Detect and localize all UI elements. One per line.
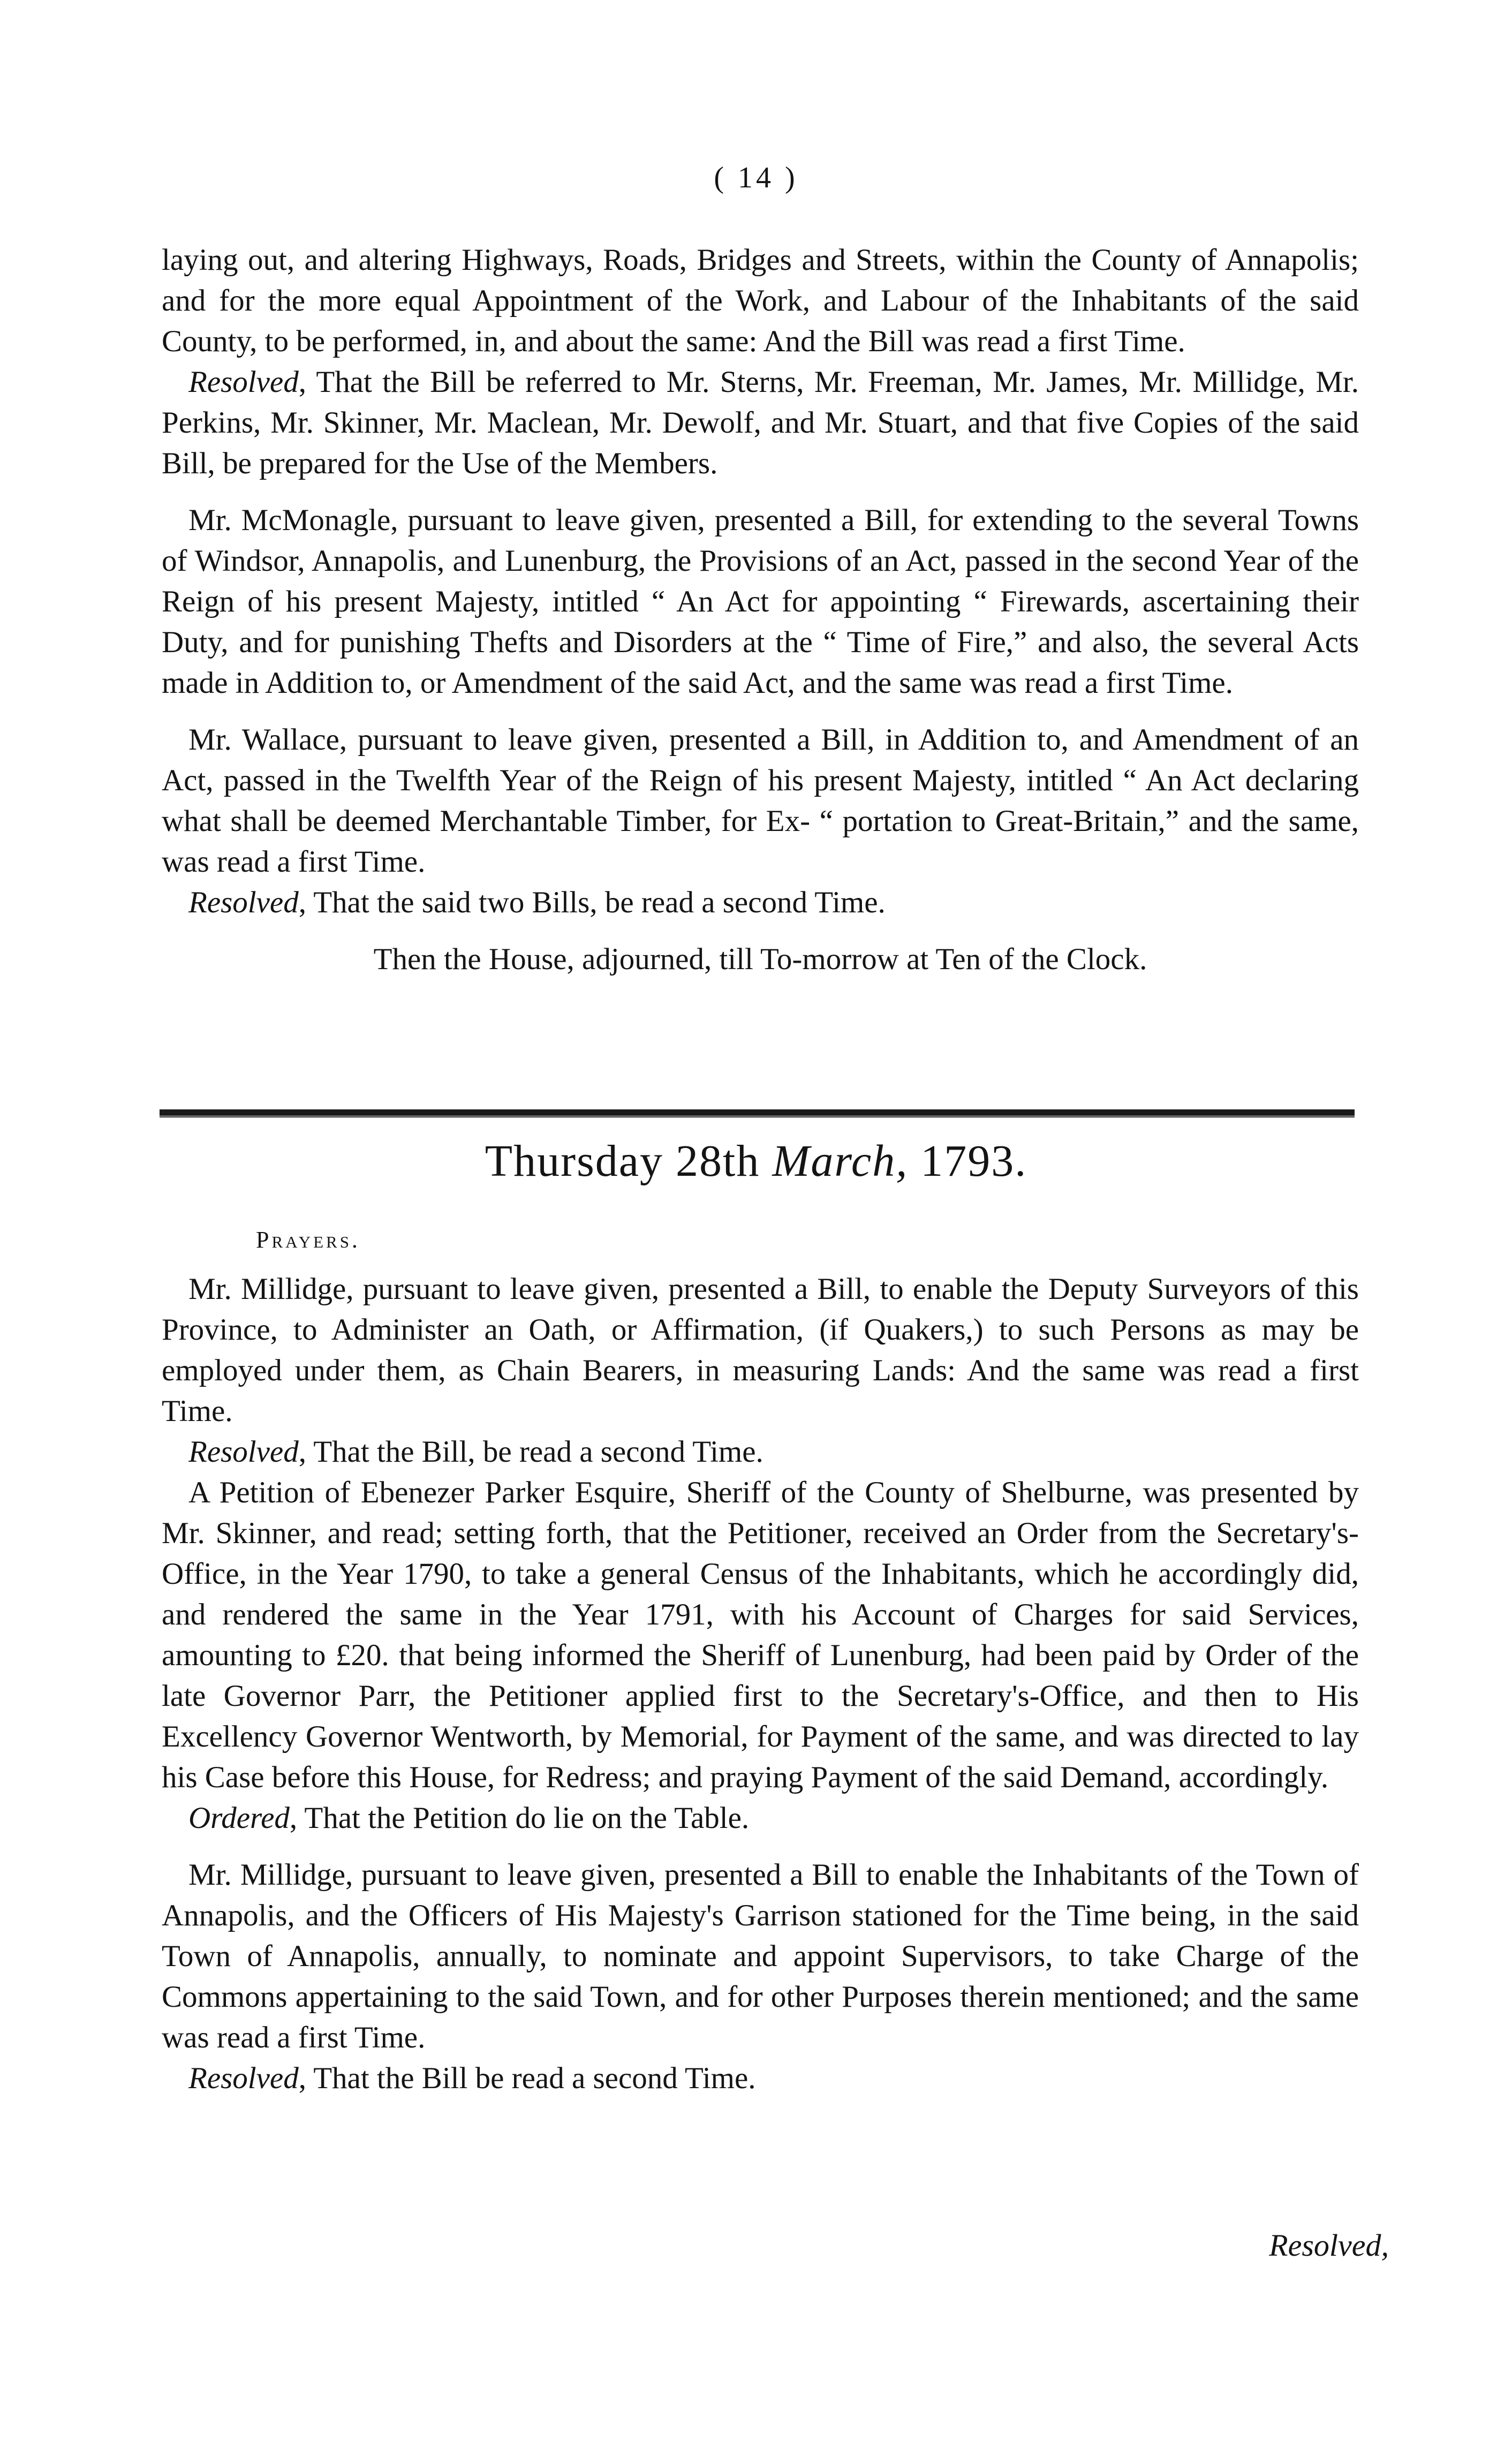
ordered-label: Ordered xyxy=(188,1801,290,1835)
paragraph-resolved-second-reading xyxy=(162,1432,1359,1472)
top-section xyxy=(162,240,1359,980)
resolved-label: Resolved xyxy=(188,2061,299,2095)
paragraph-resolved-two-bills xyxy=(162,882,1359,923)
resolved-label: Resolved xyxy=(188,365,299,399)
heading-month: March, xyxy=(772,1136,909,1186)
catchword: Resolved, xyxy=(1269,2228,1389,2263)
heading-day: Thursday 28th xyxy=(485,1136,760,1186)
paragraph-highways-bill: laying out, and altering Highways, Roads, Bridges and Streets, within the County of Annapolis; and for the more equal Appointment of the Work, and Labour of the Inhabitants of the said County, to be performed, in, and about the same: And the Bill was read a first Time. xyxy=(162,243,1359,358)
paragraph-ordered-table xyxy=(162,1798,1359,1839)
ordered-text: , That the Petition do lie on the Table. xyxy=(289,1801,750,1835)
paragraph-timber-bill: Mr. Wallace, pursuant to leave given, presented a Bill, in Addition to, and Amendment of an Act, passed in the Twelfth Year of the Reign of his present Majesty, intitled “ An Act declaring what shall be deemed Merchantable Timber, for Ex- “ portation to Great-Britain,” and the same, was read a first Time. xyxy=(162,723,1359,879)
section-divider-rule xyxy=(160,1109,1355,1116)
resolved-text: , That the Bill be read a second Time. xyxy=(298,2061,756,2095)
resolved-text: , That the said two Bills, be read a second Time. xyxy=(298,886,886,919)
paragraph-firewards-bill: Mr. McMonagle, pursuant to leave given, presented a Bill, for extending to the several Towns of Windsor, Annapolis, and Lunenburg, the Provisions of an Act, passed in the second Year of the Reign of his present Majesty, intitled “ An Act for appointing “ Firewards, ascertaining their Duty, and for punishing Thefts and Disorders at the “ Time of Fire,” and also, the several Acts made in Addition to, or Amendment of the said Act, and the same was read a first Time. xyxy=(162,503,1359,700)
date-heading xyxy=(0,1135,1512,1187)
resolved-text: , That the Bill be referred to Mr. Sterns, Mr. Freeman, Mr. James, Mr. Millidge, Mr. Perkins, Mr. Skinner, Mr. Maclean, Mr. Dewolf, and Mr. Stuart, and that five Copies of the said Bill, be prepared for the Use of the Members. xyxy=(162,365,1359,480)
paragraph-resolved-committee xyxy=(162,362,1359,484)
prayers-label: Prayers. xyxy=(256,1227,360,1253)
paragraph-surveyors-bill: Mr. Millidge, pursuant to leave given, presented a Bill, to enable the Deputy Surveyors of this Province, to Administer an Oath, or Affirmation, (if Quakers,) to such Persons as may be employed under them, as Chain Bearers, in measuring Lands: And the same was read a first Time. xyxy=(162,1272,1359,1428)
resolved-label: Resolved xyxy=(188,886,299,919)
paragraph-parker-petition: A Petition of Ebenezer Parker Esquire, Sheriff of the County of Shelburne, was presented by Mr. Skinner, and read; setting forth, that the Petitioner, received an Order from the Secretary's-Office, in the Year 1790, to take a general Census of the Inhabitants, which he accordingly did, and rendered the same in the Year 1791, with his Account of Charges for said Services, amounting to £20. that being informed the Sheriff of Lunenburg, had been paid by Order of the late Governor Parr, the Petitioner applied first to the Secretary's-Office, and then to His Excellency Governor Wentworth, by Memorial, for Payment of the same, and was directed to lay his Case before this House, for Redress; and praying Payment of the said Demand, accordingly. xyxy=(162,1476,1359,1794)
page-number: ( 14 ) xyxy=(714,161,798,194)
heading-year: 1793. xyxy=(920,1136,1027,1186)
resolved-text: , That the Bill, be read a second Time. xyxy=(298,1435,763,1469)
paragraph-adjourned: Then the House, adjourned, till To-morrow at Ten of the Clock. xyxy=(373,942,1147,976)
lower-section xyxy=(162,1269,1359,2099)
resolved-label: Resolved xyxy=(188,1435,299,1469)
paragraph-commons-bill: Mr. Millidge, pursuant to leave given, presented a Bill to enable the Inhabitants of the Town of Annapolis, and the Officers of His Majesty's Garrison stationed for the Time being, in the said Town of Annapolis, annually, to nominate and appoint Supervisors, to take Charge of the Commons appertaining to the said Town, and for other Purposes therein mentioned; and the same was read a first Time. xyxy=(162,1858,1359,2054)
paragraph-resolved-commons xyxy=(162,2058,1359,2099)
